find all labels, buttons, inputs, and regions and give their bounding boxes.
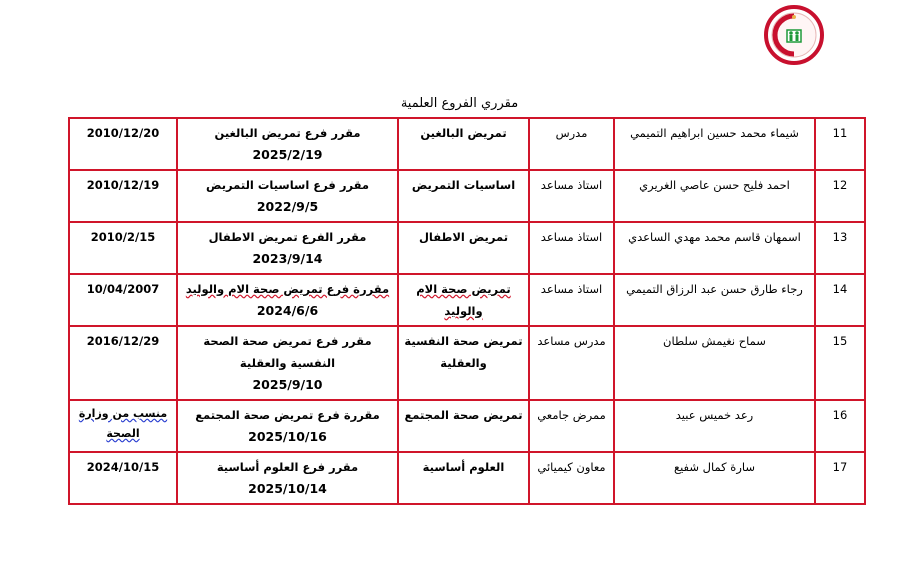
position-date: 2023/9/14 xyxy=(252,251,323,266)
appointment-date: 2010/2/15 xyxy=(69,222,177,274)
department: اساسيات التمريض xyxy=(398,170,529,222)
position-date: 2025/2/19 xyxy=(252,147,323,162)
row-number: 11 xyxy=(815,118,865,170)
staff-name: رجاء طارق حسن عبد الرزاق التميمي xyxy=(614,274,815,326)
position-date: 2024/6/6 xyxy=(256,303,319,318)
academic-title: استاذ مساعد xyxy=(529,170,614,222)
department: تمريض صحة النفسية والعقلية xyxy=(398,326,529,400)
position-cell xyxy=(177,118,398,170)
position-date: 2025/10/16 xyxy=(248,429,327,444)
staff-name: سماح نغيمش سلطان xyxy=(614,326,815,400)
position-title: مقرر فرع تمريض صحة الصحة النفسية والعقلية xyxy=(203,334,372,370)
academic-title: استاذ مساعد xyxy=(529,274,614,326)
position-title: مقرر الفرع تمريض الاطفال xyxy=(208,230,367,244)
appointment-date xyxy=(69,400,177,452)
department: العلوم أساسية xyxy=(398,452,529,504)
position-title: مقررة فرع تمريض صحة المجتمع xyxy=(195,408,380,422)
academic-title: مدرس مساعد xyxy=(529,326,614,400)
appointment-date: 2010/12/20 xyxy=(69,118,177,170)
staff-name: شيماء محمد حسين ابراهيم التميمي xyxy=(614,118,815,170)
position-cell xyxy=(177,400,398,452)
table-row xyxy=(69,170,865,222)
appointment-date: 10/04/2007 xyxy=(69,274,177,326)
position-title: مقرر فرع تمريض البالغين xyxy=(214,126,361,140)
row-number: 12 xyxy=(815,170,865,222)
table-caption: مقرري الفروع العلمية xyxy=(400,96,519,111)
position-cell xyxy=(177,170,398,222)
staff-name: رعد خميس عبيد xyxy=(614,400,815,452)
row-number: 15 xyxy=(815,326,865,400)
table-row xyxy=(69,118,865,170)
university-emblem-icon xyxy=(763,4,825,66)
staff-name: اسمهان قاسم محمد مهدي الساعدي xyxy=(614,222,815,274)
position-cell xyxy=(177,222,398,274)
table-row xyxy=(69,274,865,326)
academic-title: مدرس xyxy=(529,118,614,170)
position-cell xyxy=(177,274,398,326)
row-number: 17 xyxy=(815,452,865,504)
position-cell xyxy=(177,326,398,400)
position-date: 2022/9/5 xyxy=(256,199,319,214)
appointment-date: 2010/12/19 xyxy=(69,170,177,222)
department xyxy=(398,274,529,326)
position-cell xyxy=(177,452,398,504)
table-row xyxy=(69,326,865,400)
position-title: مقررة فرع تمريض صحة الام والوليد xyxy=(185,282,390,296)
staff-table xyxy=(68,117,866,505)
row-number: 13 xyxy=(815,222,865,274)
date-note: منسب من وزارة الصحة xyxy=(78,407,168,440)
department: تمريض البالغين xyxy=(398,118,529,170)
academic-title: استاذ مساعد xyxy=(529,222,614,274)
position-title: مقرر فرع العلوم أساسية xyxy=(216,460,359,474)
department: تمريض صحة المجتمع xyxy=(398,400,529,452)
department-label: تمريض صحة الام والوليد xyxy=(416,282,511,318)
academic-title: معاون كيميائي xyxy=(529,452,614,504)
staff-name: احمد فليح حسن عاصي الغريري xyxy=(614,170,815,222)
department: تمريض الاطفال xyxy=(398,222,529,274)
appointment-date: 2016/12/29 xyxy=(69,326,177,400)
appointment-date: 2024/10/15 xyxy=(69,452,177,504)
row-number: 16 xyxy=(815,400,865,452)
academic-title: ممرض جامعي xyxy=(529,400,614,452)
position-title: مقرر فرع اساسيات التمريض xyxy=(206,178,369,192)
table-row xyxy=(69,400,865,452)
row-number: 14 xyxy=(815,274,865,326)
position-date: 2025/9/10 xyxy=(252,377,323,392)
position-date: 2025/10/14 xyxy=(248,481,327,496)
staff-name: سارة كمال شفيع xyxy=(614,452,815,504)
table-row xyxy=(69,452,865,504)
table-row xyxy=(69,222,865,274)
